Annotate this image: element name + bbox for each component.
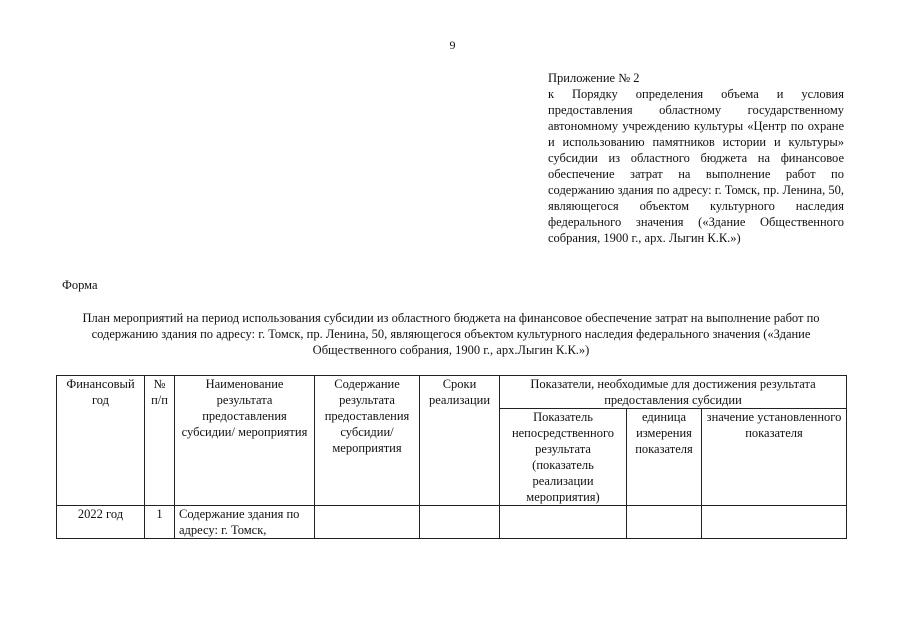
header-result-name: Наименование результата предоставления субсидии/ мероприятия <box>175 376 315 506</box>
header-unit: единица измерения показателя <box>627 409 702 506</box>
appendix-title: Приложение № 2 <box>548 71 640 85</box>
table-header-row <box>57 376 847 409</box>
cell-indicator <box>500 506 627 539</box>
header-terms: Сроки реализации <box>420 376 500 506</box>
cell-year: 2022 год <box>57 506 145 539</box>
header-number: № п/п <box>145 376 175 506</box>
cell-result-content <box>315 506 420 539</box>
plan-title: План мероприятий на период использования субсидии из областного бюджета на финансовое обеспечение затрат на выполнение работ по содержанию здания по адресу: г. Томск, пр. Ленина, 50, являющегося объектом культурного наследия федерального значения («Здание Общественного собрания, 1900 г., арх.Лыгин К.К.») <box>82 311 820 357</box>
cell-terms <box>420 506 500 539</box>
cell-unit <box>627 506 702 539</box>
header-indicators-group: Показатели, необходимые для достижения результата предоставления субсидии <box>500 376 847 409</box>
header-indicator: Показатель непосредственного результата (показатель реализации мероприятия) <box>500 409 627 506</box>
appendix-block <box>548 70 844 246</box>
table-row <box>57 506 847 539</box>
cell-result-name: Содержание здания по адресу: г. Томск, <box>175 506 315 539</box>
page-number: 9 <box>449 38 456 52</box>
header-year: Финансовый год <box>57 376 145 506</box>
header-value: значение установленного показателя <box>702 409 847 506</box>
plan-table <box>56 375 847 539</box>
cell-value <box>702 506 847 539</box>
form-label: Форма <box>62 278 98 292</box>
appendix-text: к Порядку определения объема и условия предоставления областному государственному автономному учреждению культуры «Центр по охране и использованию памятников истории и культуры» субсидии из областного бюджета на финансовое обеспечение затрат на выполнение работ по содержанию здания по адресу: г. Томск, пр. Ленина, 50, являющегося объектом культурного наследия федерального значения («Здание Общественного собрания, 1900 г., арх. Лыгин К.К.») <box>548 87 844 245</box>
cell-number: 1 <box>145 506 175 539</box>
header-result-content: Содержание результата предоставления субсидии/ мероприятия <box>315 376 420 506</box>
